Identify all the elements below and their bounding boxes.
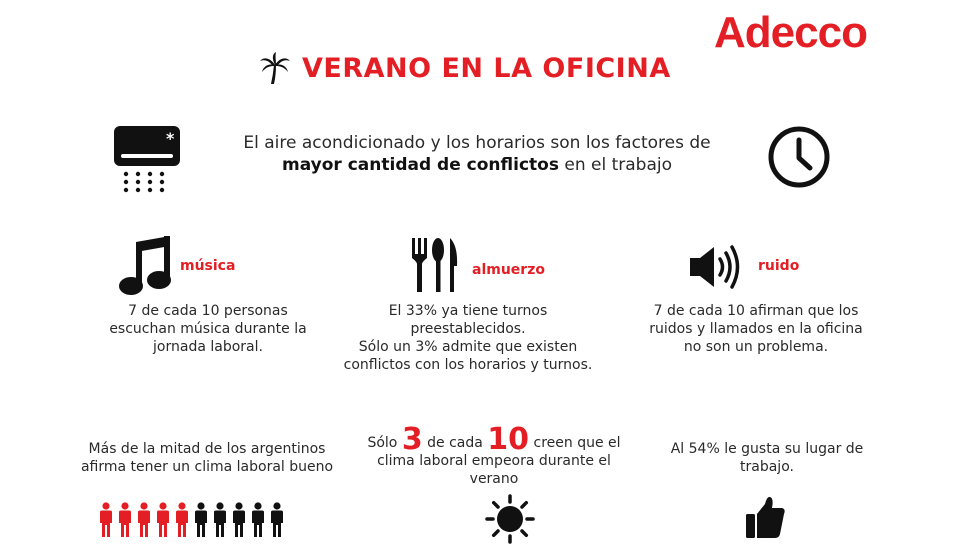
page-title: VERANO EN LA OFICINA xyxy=(302,52,671,84)
text-line: 7 de cada 10 afirman que los xyxy=(653,303,859,319)
title-row xyxy=(258,48,671,88)
person-icon xyxy=(193,502,209,538)
text-line: ruidos y llamados en la oficina xyxy=(649,321,863,337)
text-part: Sólo xyxy=(367,435,402,451)
person-icon xyxy=(231,502,247,538)
text-line: El 33% ya tiene turnos xyxy=(388,303,548,319)
person-icon-highlighted xyxy=(117,502,133,538)
intro-bold: mayor cantidad de conflictos xyxy=(281,155,559,175)
person-icon-highlighted xyxy=(155,502,171,538)
summer-line-1 xyxy=(354,422,634,457)
person-icon-highlighted xyxy=(174,502,190,538)
sun-icon xyxy=(485,494,535,544)
text-line: verano xyxy=(469,471,519,487)
summer-text xyxy=(354,422,634,488)
category-text-almuerzo xyxy=(318,302,618,374)
intro-text xyxy=(214,132,740,176)
workplace-text xyxy=(642,440,892,476)
text-line: afirma tener un clima laboral bueno xyxy=(80,459,334,475)
text-line: Al 54% le gusta su lugar de xyxy=(670,441,864,457)
text-line: clima laboral empeora durante el xyxy=(377,453,611,469)
category-label-almuerzo: almuerzo xyxy=(472,262,545,278)
clock-icon xyxy=(766,124,832,190)
text-line: preestablecidos. xyxy=(410,321,526,337)
text-line: jornada laboral. xyxy=(153,339,263,355)
category-text-musica xyxy=(78,302,338,356)
adecco-logo: Adecco xyxy=(714,8,867,57)
text-line: conflictos con los horarios y turnos. xyxy=(343,357,593,373)
highlight-number-3: 3 xyxy=(401,422,423,457)
music-note-icon xyxy=(118,234,176,296)
person-icon-highlighted xyxy=(136,502,152,538)
text-line: trabajo. xyxy=(740,459,794,475)
climate-text xyxy=(62,440,352,476)
text-line: no son un problema. xyxy=(683,339,829,355)
category-text-ruido xyxy=(626,302,886,356)
text-line: Sólo un 3% admite que existen xyxy=(358,339,578,355)
svg-text:*: * xyxy=(166,129,175,148)
text-part: de cada xyxy=(422,435,488,451)
category-label-ruido: ruido xyxy=(758,258,800,274)
cutlery-icon xyxy=(410,236,462,294)
speaker-icon xyxy=(688,244,744,290)
thumbs-up-icon xyxy=(744,494,786,540)
text-line: Más de la mitad de los argentinos xyxy=(88,441,326,457)
category-label-musica: música xyxy=(180,258,236,274)
text-line: 7 de cada 10 personas xyxy=(128,303,288,319)
text-part: creen que el xyxy=(529,435,621,451)
intro-rest: en el trabajo xyxy=(558,155,672,175)
person-icon xyxy=(250,502,266,538)
air-conditioner-icon xyxy=(112,124,184,194)
palm-tree-icon xyxy=(258,51,292,85)
person-icon-highlighted xyxy=(98,502,114,538)
intro-line-1: El aire acondicionado y los horarios son los factores de xyxy=(243,133,711,153)
person-icon xyxy=(269,502,285,538)
person-icon xyxy=(212,502,228,538)
highlight-number-10: 10 xyxy=(487,422,530,457)
intro-line-2 xyxy=(214,154,740,176)
text-line: escuchan música durante la xyxy=(109,321,307,337)
people-icon xyxy=(98,502,285,538)
